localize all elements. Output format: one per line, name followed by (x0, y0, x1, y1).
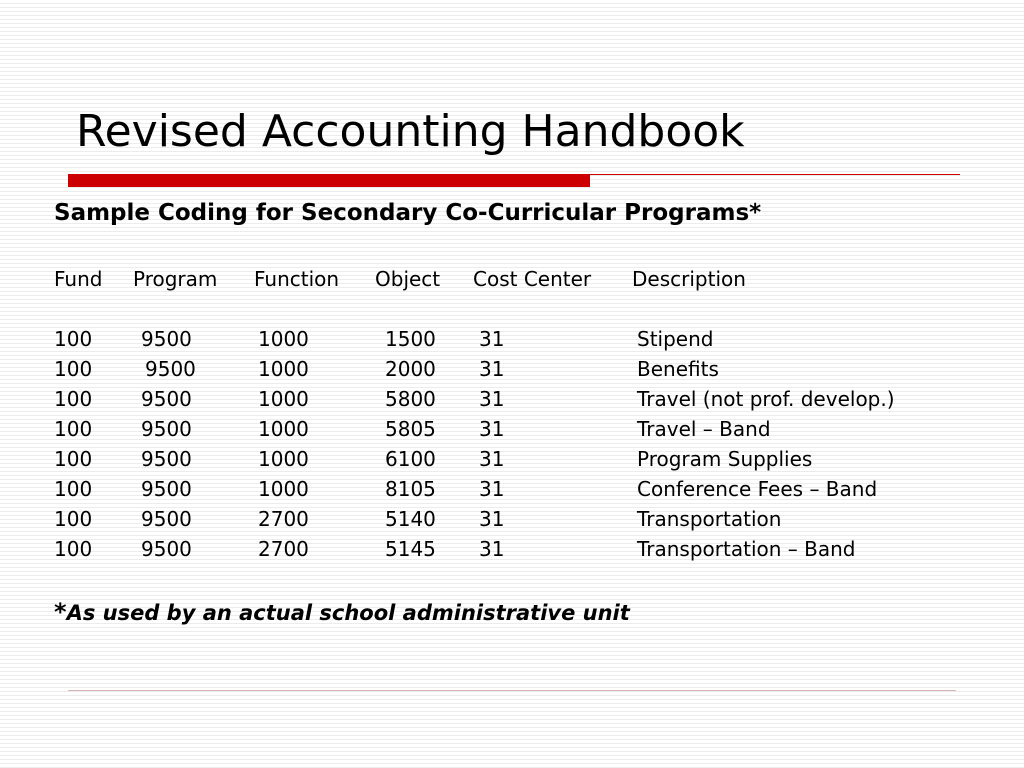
cell-program: 9500 (141, 537, 192, 561)
cell-function: 1000 (258, 387, 309, 411)
cell-function: 1000 (258, 477, 309, 501)
header-program: Program (133, 267, 218, 291)
cell-cost-center: 31 (479, 327, 505, 351)
cell-fund: 100 (54, 447, 93, 471)
cell-function: 1000 (258, 417, 309, 441)
cell-program: 9500 (145, 357, 196, 381)
footnote-marker: * (54, 598, 67, 626)
cell-cost-center: 31 (479, 537, 505, 561)
cell-object: 5800 (385, 387, 436, 411)
cell-function: 2700 (258, 507, 309, 531)
header-description: Description (632, 267, 746, 291)
cell-program: 9500 (141, 447, 192, 471)
title-underline-red (68, 174, 590, 187)
cell-object: 5145 (385, 537, 436, 561)
cell-cost-center: 31 (479, 477, 505, 501)
cell-description: Transportation – Band (637, 537, 856, 561)
cell-fund: 100 (54, 327, 93, 351)
title-underline-thin (590, 174, 960, 175)
slide-title: Revised Accounting Handbook (76, 106, 745, 157)
cell-object: 2000 (385, 357, 436, 381)
cell-function: 2700 (258, 537, 309, 561)
cell-cost-center: 31 (479, 387, 505, 411)
cell-description: Travel (not prof. develop.) (637, 387, 895, 411)
cell-program: 9500 (141, 387, 192, 411)
cell-object: 8105 (385, 477, 436, 501)
header-object: Object (375, 267, 441, 291)
cell-description: Conference Fees – Band (637, 477, 878, 501)
cell-program: 9500 (141, 477, 192, 501)
cell-description: Stipend (637, 327, 714, 351)
cell-function: 1000 (258, 447, 309, 471)
bottom-rule (68, 690, 956, 691)
footnote (54, 598, 630, 626)
cell-cost-center: 31 (479, 357, 505, 381)
header-function: Function (254, 267, 340, 291)
cell-description: Transportation (637, 507, 782, 531)
cell-object: 5140 (385, 507, 436, 531)
cell-fund: 100 (54, 357, 93, 381)
cell-program: 9500 (141, 327, 192, 351)
cell-program: 9500 (141, 507, 192, 531)
cell-object: 6100 (385, 447, 436, 471)
cell-program: 9500 (141, 417, 192, 441)
cell-cost-center: 31 (479, 447, 505, 471)
header-fund: Fund (54, 267, 103, 291)
cell-fund: 100 (54, 417, 93, 441)
cell-cost-center: 31 (479, 417, 505, 441)
cell-description: Benefits (637, 357, 719, 381)
cell-fund: 100 (54, 507, 93, 531)
header-cost-center: Cost Center (473, 267, 592, 291)
cell-description: Program Supplies (637, 447, 813, 471)
cell-fund: 100 (54, 387, 93, 411)
slide-subheading: Sample Coding for Secondary Co-Curricular Programs* (54, 200, 762, 226)
cell-object: 1500 (385, 327, 436, 351)
cell-fund: 100 (54, 537, 93, 561)
footnote-text: As used by an actual school administrative unit (66, 601, 630, 625)
cell-object: 5805 (385, 417, 436, 441)
cell-fund: 100 (54, 477, 93, 501)
cell-function: 1000 (258, 327, 309, 351)
cell-function: 1000 (258, 357, 309, 381)
cell-description: Travel – Band (637, 417, 771, 441)
cell-cost-center: 31 (479, 507, 505, 531)
